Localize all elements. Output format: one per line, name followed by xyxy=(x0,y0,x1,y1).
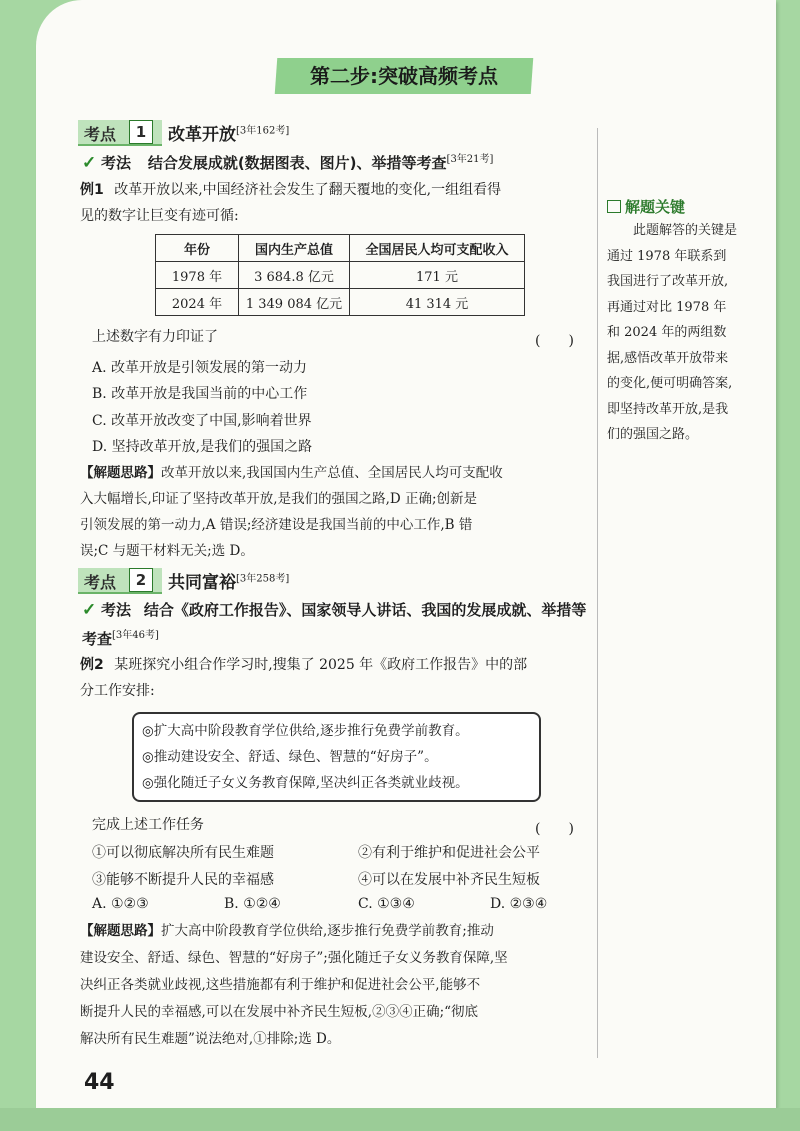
ex1-stem-line1: 改革开放以来,中国经济社会发生了翻天覆地的变化,一组组看得 xyxy=(114,182,502,198)
kd2-title-wrap xyxy=(168,568,289,593)
table-header: 年份 xyxy=(156,235,239,262)
ex1-label: 例1 xyxy=(80,182,104,198)
sidebar-divider xyxy=(597,128,598,1058)
table-header-row xyxy=(156,235,525,262)
ex2-statement-4: ④可以在发展中补齐民生短板 xyxy=(358,872,540,888)
ex1-analysis-line: 改革开放以来,我国国内生产总值、全国居民人均可支配收 xyxy=(161,465,503,481)
kd2-method xyxy=(82,598,592,652)
ex2-analysis-line: 建设安全、舒适、绿色、智慧的“好房子”;强化随迁子女义务教育保障,坚 xyxy=(80,950,508,966)
table-cell: 171 元 xyxy=(350,262,525,289)
ex1-analysis-label: 【解题思路】 xyxy=(80,465,161,481)
kd2-sup: [3年258考] xyxy=(236,573,290,585)
kd2-method-label: 考法 xyxy=(101,601,132,619)
page-title: 第二步:突破高频考点 xyxy=(310,64,498,88)
ex2-stem-line1: 某班探究小组合作学习时,搜集了 2025 年《政府工作报告》中的部 xyxy=(114,657,528,673)
ex2-stem-line2: 分工作安排: xyxy=(80,683,155,699)
box-items xyxy=(142,718,469,796)
box-item: ◎扩大高中阶段教育学位供给,逐步推行免费学前教育。 xyxy=(142,723,469,739)
table-row xyxy=(156,289,525,316)
ex2-stem xyxy=(80,652,590,704)
table-cell: 41 314 元 xyxy=(350,289,525,316)
box-item: ◎推动建设安全、舒适、绿色、智慧的“好房子”。 xyxy=(142,749,438,765)
kd1-method-text: 结合发展成就(数据图表、图片)、举措等考查 xyxy=(147,154,447,172)
ex2-option-c: C. ①③④ xyxy=(358,896,415,912)
book-icon xyxy=(607,200,621,213)
kd1-title: 改革开放 xyxy=(168,125,236,145)
kd1-num: 1 xyxy=(129,120,153,144)
kd1-label: 考点 xyxy=(84,125,117,144)
table-cell: 1 349 084 亿元 xyxy=(239,289,350,316)
kd2-label: 考点 xyxy=(84,573,117,592)
sidebar-body: 此题解答的关键是通过 1978 年联系到我国进行了改革开放,再通过对比 1978 年和 2024 年的两组数据,感悟改革开放带来的变化,便可明确答案,即坚持改革开放,是我们的强国之路。 xyxy=(607,223,738,442)
ex2-analysis-line: 决纠正各类就业歧视,这些措施都有利于维护和促进社会公平,能够不 xyxy=(80,977,481,993)
kd2-badge xyxy=(78,568,162,594)
ex2-analysis-line: 扩大高中阶段教育学位供给,逐步推行免费学前教育;推动 xyxy=(161,923,494,939)
ex1-analysis xyxy=(80,460,590,564)
kd2-title: 共同富裕 xyxy=(168,573,236,593)
ex2-analysis-line: 断提升人民的幸福感,可以在发展中补齐民生短板,②③④正确;“彻底 xyxy=(80,1004,479,1020)
kd1-badge xyxy=(78,120,162,146)
ex1-analysis-line: 误;C 与题干材料无关;选 D。 xyxy=(80,543,254,559)
ex1-stem xyxy=(80,177,590,229)
check-icon: ✓ xyxy=(82,153,97,173)
table-row xyxy=(156,262,525,289)
box-item: ◎强化随迁子女义务教育保障,坚决纠正各类就业歧视。 xyxy=(142,775,469,791)
kd1-method-sup: [3年21考] xyxy=(446,154,494,165)
kd1-method-label: 考法 xyxy=(101,154,132,172)
ex2-question: 完成上述工作任务 xyxy=(92,817,204,833)
ex1-option-b: B. 改革开放是我国当前的中心工作 xyxy=(92,386,308,402)
ex2-statement-1: ①可以彻底解决所有民生难题 xyxy=(92,845,274,861)
ex1-stem-line2: 见的数字让巨变有迹可循: xyxy=(80,208,239,224)
kd2-method-sup: [3年46考] xyxy=(112,630,159,641)
kd1-title-wrap xyxy=(168,120,289,145)
check-icon: ✓ xyxy=(82,600,97,620)
table-cell: 2024 年 xyxy=(156,289,239,316)
page-number: 44 xyxy=(84,1070,115,1095)
ex1-option-c: C. 改革开放改变了中国,影响着世界 xyxy=(92,413,312,429)
page-edge xyxy=(0,1108,800,1131)
ex2-answer-paren: ( ) xyxy=(535,821,574,837)
ex2-analysis-label: 【解题思路】 xyxy=(80,923,161,939)
table-cell: 3 684.8 亿元 xyxy=(239,262,350,289)
kd1-sup: [3年162考] xyxy=(236,125,290,137)
ex1-option-d: D. 坚持改革开放,是我们的强国之路 xyxy=(92,439,313,455)
ex2-analysis-line: 解决所有民生难题”说法绝对,①排除;选 D。 xyxy=(80,1031,341,1047)
ex1-option-a: A. 改革开放是引领发展的第一动力 xyxy=(92,360,308,376)
ex2-statement-2: ②有利于维护和促进社会公平 xyxy=(358,845,540,861)
table-cell: 1978 年 xyxy=(156,262,239,289)
ex2-statement-3: ③能够不断提升人民的幸福感 xyxy=(92,872,274,888)
kd1-method xyxy=(82,150,493,173)
ex1-analysis-line: 入大幅增长,印证了坚持改革开放,是我们的强国之路,D 正确;创新是 xyxy=(80,491,478,507)
sidebar-title-text: 解题关键 xyxy=(625,198,686,216)
ex2-option-d: D. ②③④ xyxy=(490,896,548,912)
ex2-option-a: A. ①②③ xyxy=(92,896,149,912)
kd2-method-text2: 考查 xyxy=(82,630,113,648)
kd2-method-text: 结合《政府工作报告》、国家领导人讲话、我国的发展成就、举措等 xyxy=(143,601,587,619)
sidebar-title xyxy=(607,196,685,217)
table-header: 国内生产总值 xyxy=(239,235,350,262)
ex2-label: 例2 xyxy=(80,657,104,673)
gdp-table xyxy=(155,234,525,316)
ex1-analysis-line: 引领发展的第一动力,A 错误;经济建设是我国当前的中心工作,B 错 xyxy=(80,517,473,533)
ex1-answer-paren: ( ) xyxy=(535,333,574,349)
kd2-num: 2 xyxy=(129,568,153,592)
table-header: 全国居民人均可支配收入 xyxy=(350,235,525,262)
ex2-analysis xyxy=(80,918,590,1053)
ex2-option-b: B. ①②④ xyxy=(224,896,281,912)
ex1-question: 上述数字有力印证了 xyxy=(92,329,218,345)
